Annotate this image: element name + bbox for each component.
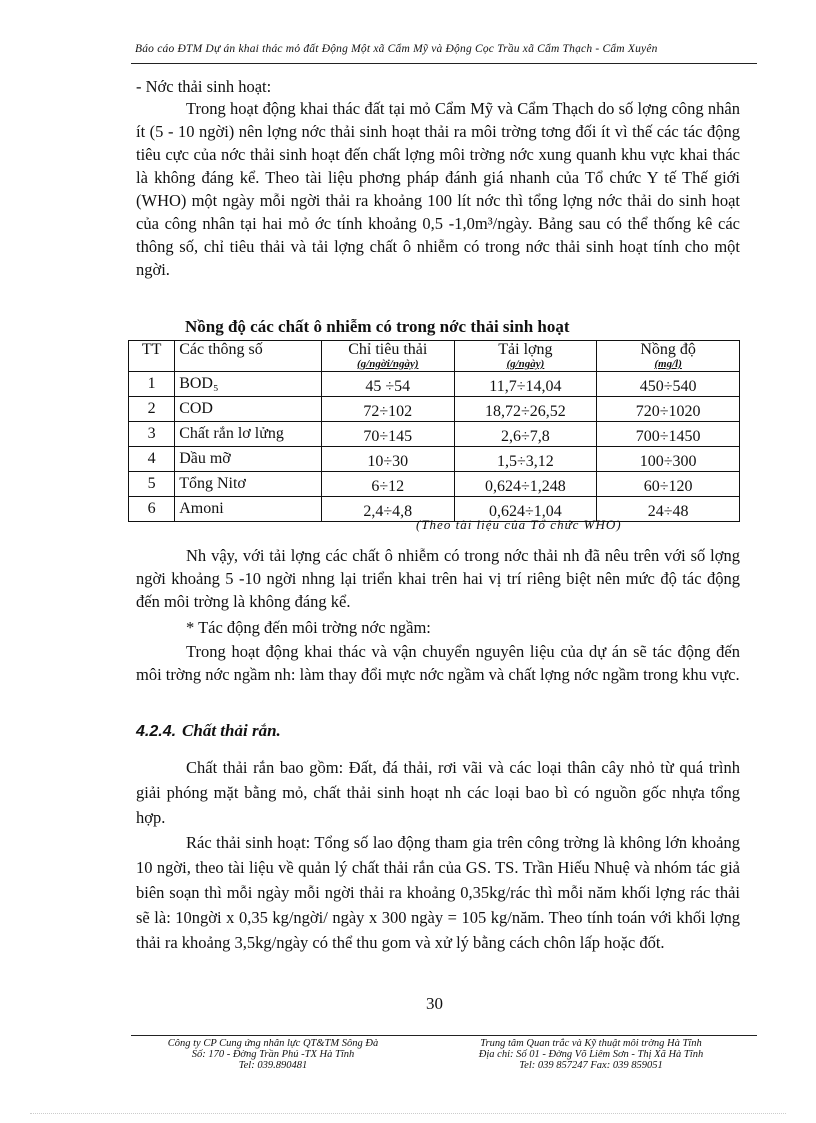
table-cell: 720÷1020 <box>597 397 740 422</box>
table-cell: Tổng Nitơ <box>175 472 322 497</box>
section-title: Chất thải rắn. <box>182 721 281 740</box>
paragraph-wastewater: Trong hoạt động khai thác đất tại mỏ Cẩm Mỹ và Cẩm Thạch do số lợng công nhân ít (5 - 10 ngời) nên lợng nớc thải sinh hoạt thải ra môi trờng tơng đối ít vì thế các tác động tiêu cực của nớc thải sinh hoạt đến chất lợng môi trờng nớc xung quanh khu vực khai thác là không đáng kể. Theo tài liệu phơng pháp đánh giá nhanh của Tổ chức Y tế Thế giới (WHO) một ngày mỗi ngời thải ra khoảng 100 lít nớc thì tổng lợng nớc thải do sinh hoạt của công nhân tại hai mỏ ớc tính khoảng 0,5 -1,0m³/ngày. Bảng sau có thể thống kê các thông số, chỉ tiêu thải và tải lợng chất ô nhiễm có trong nớc thải sinh hoạt tính cho một ngời. <box>136 99 740 279</box>
table-row <box>129 447 740 472</box>
table-row <box>129 472 740 497</box>
paragraph-solid-waste: Chất thải rắn bao gồm: Đất, đá thải, rơi vãi và các loại thân cây nhỏ từ quá trình giải phóng mặt bằng mỏ, chất thải sinh hoạt nh các loại bao bì có nguồn gốc nhựa tổng hợp. <box>136 758 740 827</box>
table-cell: 6 <box>129 497 175 522</box>
table-cell: 100÷300 <box>597 447 740 472</box>
table-source-note: (Theo tài liệu của Tổ chức WHO) <box>416 517 622 532</box>
header-divider <box>131 63 757 64</box>
header-cell: TT <box>129 341 175 372</box>
table-cell: 6÷12 <box>322 472 454 497</box>
table-cell: 700÷1450 <box>597 422 740 447</box>
table-cell: 4 <box>129 447 175 472</box>
paragraph-conclusion: Nh vậy, với tải lợng các chất ô nhiễm có trong nớc thải nh đã nêu trên với số lợng ngời khoảng 5 -10 ngời nhng lại triển khai trên hai vị trí riêng biệt nên mức độ tác động đến môi trờng là không đáng kể. <box>136 546 740 611</box>
table-title: Nồng độ các chất ô nhiễm có trong nớc thải sinh hoạt <box>185 317 570 336</box>
page-number: 30 <box>426 994 443 1013</box>
table-cell: 18,72÷26,52 <box>454 397 597 422</box>
header-cell: Các thông số <box>175 341 322 372</box>
table-cell: 450÷540 <box>597 372 740 397</box>
table-cell: 2,6÷7,8 <box>454 422 597 447</box>
header-cell: Chỉ tiêu thải (g/ngời/ngày) <box>322 341 454 372</box>
table-cell: 2,4÷4,8 <box>322 497 454 522</box>
table-row <box>129 422 740 447</box>
footer-left-line: Số: 170 - Đờng Trần Phú -TX Hà Tĩnh <box>191 1049 355 1060</box>
header-cell: Tải lợng (g/ngày) <box>454 341 597 372</box>
paragraph-household-waste: Rác thải sinh hoạt: Tổng số lao động tham gia trên công trờng là không lớn khoảng 10 ngời, theo tài liệu về quản lý chất thải rắn của GS. TS. Trần Hiếu Nhuệ và nhóm tác giả biên soạn thì mỗi ngày mỗi ngời thải ra khoảng 0,35kg/rác thì mỗi năm khối lợng rác thải sẽ là: 10ngời x 0,35 kg/ngời/ ngày x 300 ngày = 105 kg/năm. Theo tính toán với khối lợng thải ra khoảng 3,5kg/ngày có thể thu gom và xử lý bằng cách chôn lấp hoặc đốt. <box>136 833 740 952</box>
table-cell: 45 ÷54 <box>322 372 454 397</box>
footer-right-line: Địa chỉ: Số 01 - Đờng Võ Liêm Sơn - Thị Xã Hà Tĩnh <box>478 1049 704 1060</box>
table-cell: 11,7÷14,04 <box>454 372 597 397</box>
table-cell: 10÷30 <box>322 447 454 472</box>
table-cell: 0,624÷1,248 <box>454 472 597 497</box>
table-cell: 24÷48 <box>597 497 740 522</box>
pollutant-table <box>128 340 740 522</box>
table-cell: 1 <box>129 372 175 397</box>
page-header: Báo cáo ĐTM Dự án khai thác mỏ đất Động Một xã Cẩm Mỹ và Động Cọc Trầu xã Cẩm Thạch - Cẩm Xuyên <box>135 43 658 55</box>
footer-divider <box>131 1035 757 1036</box>
table-cell: 0,624÷1,04 <box>454 497 597 522</box>
page-edge-dots <box>30 1113 786 1114</box>
table-cell: 3 <box>129 422 175 447</box>
table-cell: 72÷102 <box>322 397 454 422</box>
footer-right-line: Trung tâm Quan trắc và Kỹ thuật môi trờng Hà Tĩnh <box>480 1038 702 1049</box>
footer-right-line: Tel: 039 857247 Fax: 039 859051 <box>519 1060 663 1071</box>
table-cell: COD <box>175 397 322 422</box>
section-heading <box>136 721 281 741</box>
subheading-groundwater: * Tác động đến môi trờng nớc ngầm: <box>186 618 431 637</box>
table-row <box>129 397 740 422</box>
footer-left <box>138 1038 408 1071</box>
header-cell: Nồng độ (mg/l) <box>597 341 740 372</box>
footer-left-line: Tel: 039.890481 <box>238 1060 308 1071</box>
footer-left-line: Công ty CP Cung ứng nhân lực QT&TM Sông Đà <box>167 1038 379 1049</box>
table-cell: 70÷145 <box>322 422 454 447</box>
table-cell: 60÷120 <box>597 472 740 497</box>
subheading-wastewater: - Nớc thải sinh hoạt: <box>136 77 272 96</box>
table-cell: 5 <box>129 472 175 497</box>
section-number: 4.2.4. <box>136 723 177 740</box>
paragraph-groundwater: Trong hoạt động khai thác và vận chuyển nguyên liệu của dự án sẽ tác động đến môi trờng nớc ngầm nh: làm thay đổi mực nớc ngầm và chất lợng nớc ngầm trong khu vực. <box>136 642 740 684</box>
table-cell: Amoni <box>175 497 322 522</box>
table-cell: BOD₅ <box>175 372 322 397</box>
table-row <box>129 372 740 397</box>
table-cell: 1,5÷3,12 <box>454 447 597 472</box>
table-cell: Chất rắn lơ lửng <box>175 422 322 447</box>
table-cell: Dầu mỡ <box>175 447 322 472</box>
footer-right <box>436 1038 746 1071</box>
table-cell: 2 <box>129 397 175 422</box>
table-header-row <box>129 341 740 372</box>
